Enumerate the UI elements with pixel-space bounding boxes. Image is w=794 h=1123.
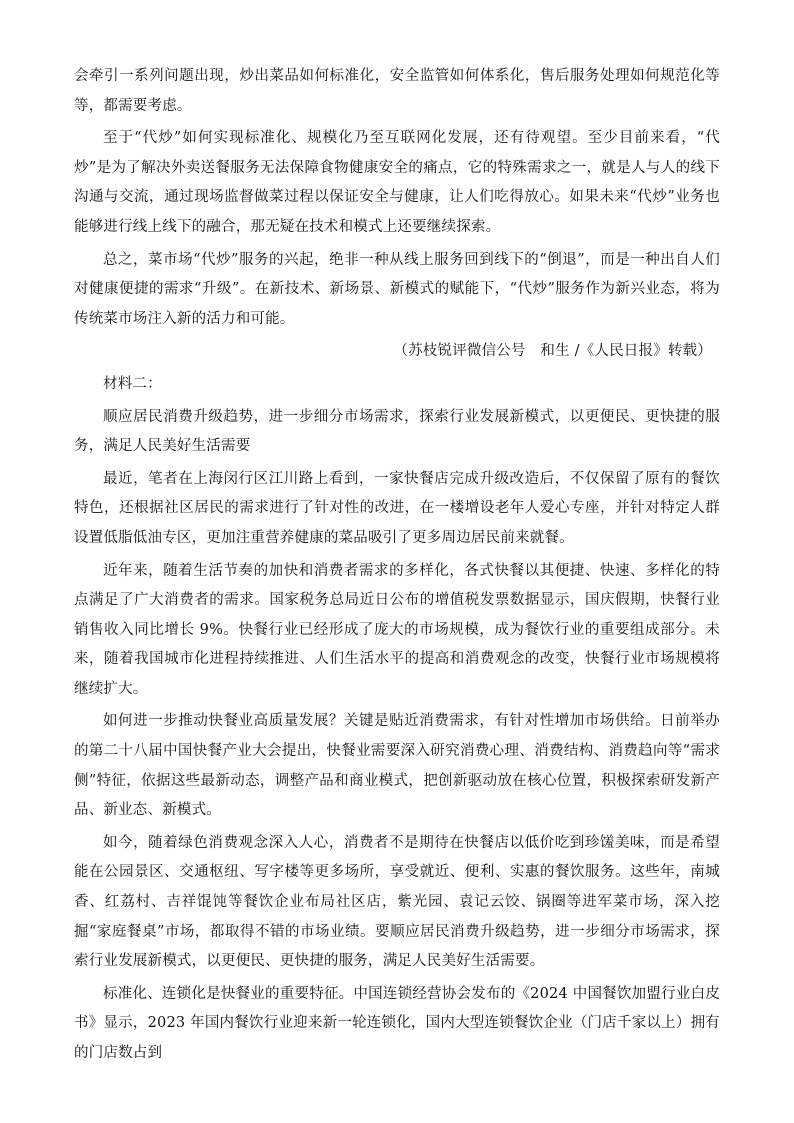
material1-paragraph-2: 总之，菜市场“代炒”服务的兴起，绝非一种从线上服务回到线下的“倒退”，而是一种出自人们对健康便捷的需求“升级”。在新技术、新场景、新模式的赋能下，“代炒”服务作为新兴业态，将为传统菜市场注入新的活力和可能。 xyxy=(74,251,720,327)
material1-paragraph-1: 至于“代炒”如何实现标准化、规模化乃至互联网化发展，还有待观望。至少目前来看，“代炒”是为了解决外卖送餐服务无法保障食物健康安全的痛点，它的特殊需求之一，就是人与人的线下沟通与交流，通过现场监督做菜过程以保证安全与健康，让人们吃得放心。如果未来“代炒”业务也能够进行线上线下的融合，那无疑在技术和模式上还要继续探索。 xyxy=(74,130,720,235)
material1-paragraph-0: 会牵引一系列问题出现，炒出菜品如何标准化，安全监管如何体系化，售后服务处理如何规范化等等，都需要考虑。 xyxy=(74,68,720,114)
document-page xyxy=(74,62,720,1072)
material2-paragraph-1: 顺应居民消费升级趋势，进一步细分市场需求，探索行业发展新模式，以更便民、更快捷的服务，满足人民美好生活需要 xyxy=(74,408,720,455)
material2-paragraph-2: 最近，笔者在上海闵行区江川路上看到，一家快餐店完成升级改造后，不仅保留了原有的餐饮特色，还根据社区居民的需求进行了针对性的改进，在一楼增设老年人爱心专座，并针对特定人群设置低脂低油专区，更加注重营养健康的菜品吸引了更多周边居民前来就餐。 xyxy=(74,470,720,546)
material2-paragraph-5: 如今，随着绿色消费观念深入人心，消费者不是期待在快餐店以低价吃到珍馐美味，而是希望能在公园景区、交通枢纽、写字楼等更多场所，享受就近、便利、实惠的餐饮服务。这些年，南城香、红荔村、吉祥馄饨等餐饮企业布局社区店，紫光园、袁记云饺、锅圈等进军菜市场，深入挖掘“家庭餐桌”市场，都取得不错的市场业绩。要顺应居民消费升级趋势，进一步细分市场需求，探索行业发展新模式，以更便民、更快捷的服务，满足人民美好生活需要。 xyxy=(74,834,720,970)
material2-paragraph-3: 近年来，随着生活节奏的加快和消费者需求的多样化，各式快餐以其便捷、快速、多样化的特点满足了广大消费者的需求。国家税务总局近日公布的增值税发票数据显示，国庆假期，快餐行业销售收入同比增长 9%。快餐行业已经形成了庞大的市场规模，成为餐饮行业的重要组成部分。未来，随着我国城市化进程持续推进、人们生活水平的提高和消费观念的改变，快餐行业市场规模将继续扩大。 xyxy=(74,562,720,697)
material1-source: （苏枝锐评微信公号 和生 /《人民日报》转载） xyxy=(393,343,712,360)
material2-heading: 材料二： xyxy=(103,375,162,392)
material2-paragraph-6: 标准化、连锁化是快餐业的重要特征。中国连锁经营协会发布的《2024 中国餐饮加盟行业白皮书》显示，2023 年国内餐饮行业迎来新一轮连锁化，国内大型连锁餐饮企业（门店千家以上）拥有的门店数占到 xyxy=(74,985,720,1061)
material2-paragraph-4: 如何进一步推动快餐业高质量发展？关键是贴近消费需求，有针对性增加市场供给。日前举办的第二十八届中国快餐产业大会提出，快餐业需要深入研究消费心理、消费结构、消费趋向等“需求侧”特征，依据这些最新动态，调整产品和商业模式，把创新驱动放在核心位置，积极探索研发新产品、新业态、新模式。 xyxy=(74,713,720,819)
